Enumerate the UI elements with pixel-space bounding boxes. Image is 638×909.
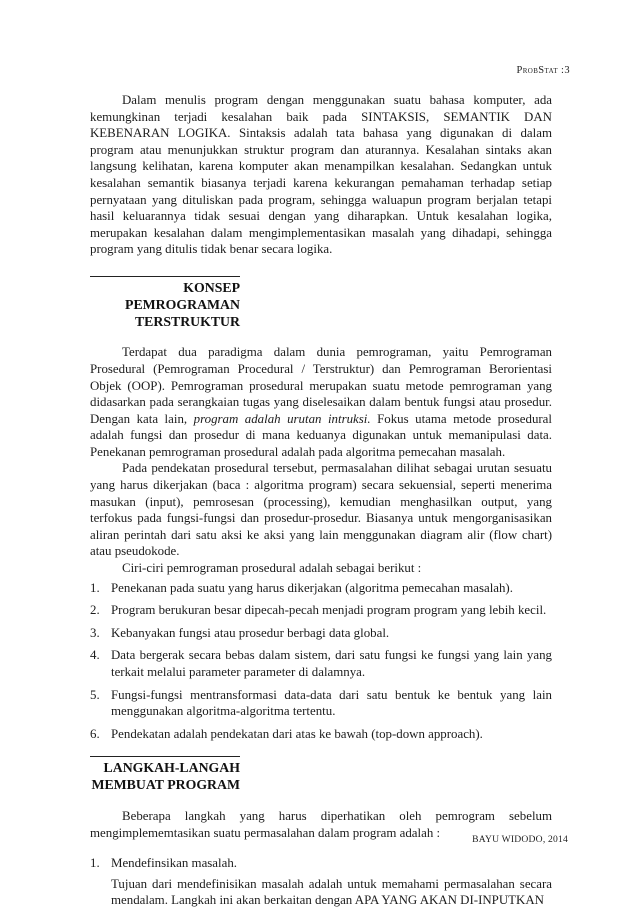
list-item [90,580,552,597]
section-heading-konsep [90,280,240,330]
list-item [90,726,552,743]
intro-paragraph: Dalam menulis program dengan menggunakan suatu bahasa komputer, ada kemungkinan terjadi kesalahan baik pada SINTAKSIS, SEMANTIK DAN KEBENARAN LOGIKA. Sintaksis adalah tata bahasa yang digunakan di dalam program atau menunjukkan struktur program dan aturannya. Kesalahan sintaks akan langsung kelihatan, karena komputer akan menampilkan kesalahan. Sedangkan untuk kesalahan semantik biasanya terjadi karena kekurangan pemahaman terhadap setiap pernyataan yang dituliskan pada program, sehingga waluapun program berjalan tetapi hasil keluarannya tidak sesuai dengan yang diharapkan. Untuk kesalahan logika, merupakan kesalahan dalam mengimplementasikan masalah yang dihadapi, sehingga program yang ditulis tidak benar secara logika. [90,93,552,257]
heading-line: LANGKAH-LANGAH [103,760,240,776]
body-paragraph: Beberapa langkah yang harus diperhatikan oleh pemrogram sebelum mengimplememtasikan suatu permasalahan dalam program adalah : [90,808,552,840]
list-text: Kebanyakan fungsi atau prosedur berbagi data global. [111,625,390,640]
italic-phrase: program adalah urutan intruksi. [193,411,371,426]
list-number: 1. [90,580,100,595]
list-text: Pendekatan adalah pendekatan dari atas ke bawah (top-down approach). [111,726,483,741]
list-item [90,625,552,642]
list-item [90,647,552,680]
heading-line: KONSEP [183,279,240,295]
heading-line: MEMBUAT PROGRAM [91,777,240,793]
list-item [90,602,552,619]
list-number: 2. [90,603,100,618]
list-number: 1. [90,856,100,871]
list-text: Data bergerak secara bebas dalam sistem, dari satu fungsi ke fungsi yang lain yang terkait melalui parameter parameter di dalamnya. [111,648,552,680]
list-text: Program berukuran besar dipecah-pecah menjadi program program yang lebih kecil. [111,603,547,618]
section-rule [90,276,240,277]
list-item [90,687,552,720]
characteristics-list [90,580,552,743]
page-footer: BAYU WIDODO, 2014 [472,834,568,845]
list-number: 3. [90,625,100,640]
list-number: 6. [90,726,100,741]
step-description: Tujuan dari mendefinisikan masalah adalah untuk memahami permasalahan secara mendalam. Langkah ini akan berkaitan dengan APA YANG AKAN DI-INPUTKAN [111,876,552,908]
body-paragraph: Pada pendekatan prosedural tersebut, permasalahan dilihat sebagai urutan sesuatu yang harus dikerjakan (baca : algoritma program) secara sekuensial, seperti menerima masukan (input), pemrosesan (processing), kemudian menghasilkan output, yang terfokus pada fungsi-fungsi dan prosedur-prosedur. Biasanya untuk mengorganisasikan aliran perintah dari satu aksi ke aksi yang lain menggunakan diagram alir (flow chart) atau pseudokode. [90,461,552,559]
list-intro: Ciri-ciri pemrograman prosedural adalah sebagai berikut : [122,561,422,576]
paragraph-text: Terdapat dua paradigma dalam dunia pemrograman, yaitu Pemrograman Prosedural (Pemrograman Procedural / Terstruktur) dan Pemrograman Berorientasi Objek (OOP). Pemrograman prosedural merupakan suatu metode pemrograman yang didasarkan pada serangkaian tugas yang diselesaikan dalam bentuk fungsi atau prosedur. Dengan kata lain, [90,345,552,426]
list-item [90,855,552,872]
section-rule [90,756,240,757]
body-paragraph [90,344,552,460]
list-text: Fungsi-fungsi mentransformasi data-data dari satu bentuk ke bentuk yang lain menggunakan algoritma-algoritma tertentu. [111,687,552,719]
running-head: ProbStat :3 [516,65,570,76]
heading-line: PEMROGRAMAN [125,296,240,312]
paragraph-text: Fokus utama metode prosedural adalah fungsi dan prosedur di mana keduanya digunakan untuk memanipulasi data. Penekanan pemrograman prosedural adalah pada algoritma pemecahan masalah. [90,411,552,459]
list-number: 5. [90,687,100,702]
list-text: Mendefinsikan masalah. [111,856,238,871]
section-heading-langkah [90,760,240,794]
page-content [90,92,552,909]
heading-line: TERSTRUKTUR [134,313,240,329]
steps-list [90,855,552,872]
list-number: 4. [90,648,100,663]
list-text: Penekanan pada suatu yang harus dikerjakan (algoritma pemecahan masalah). [111,580,513,595]
